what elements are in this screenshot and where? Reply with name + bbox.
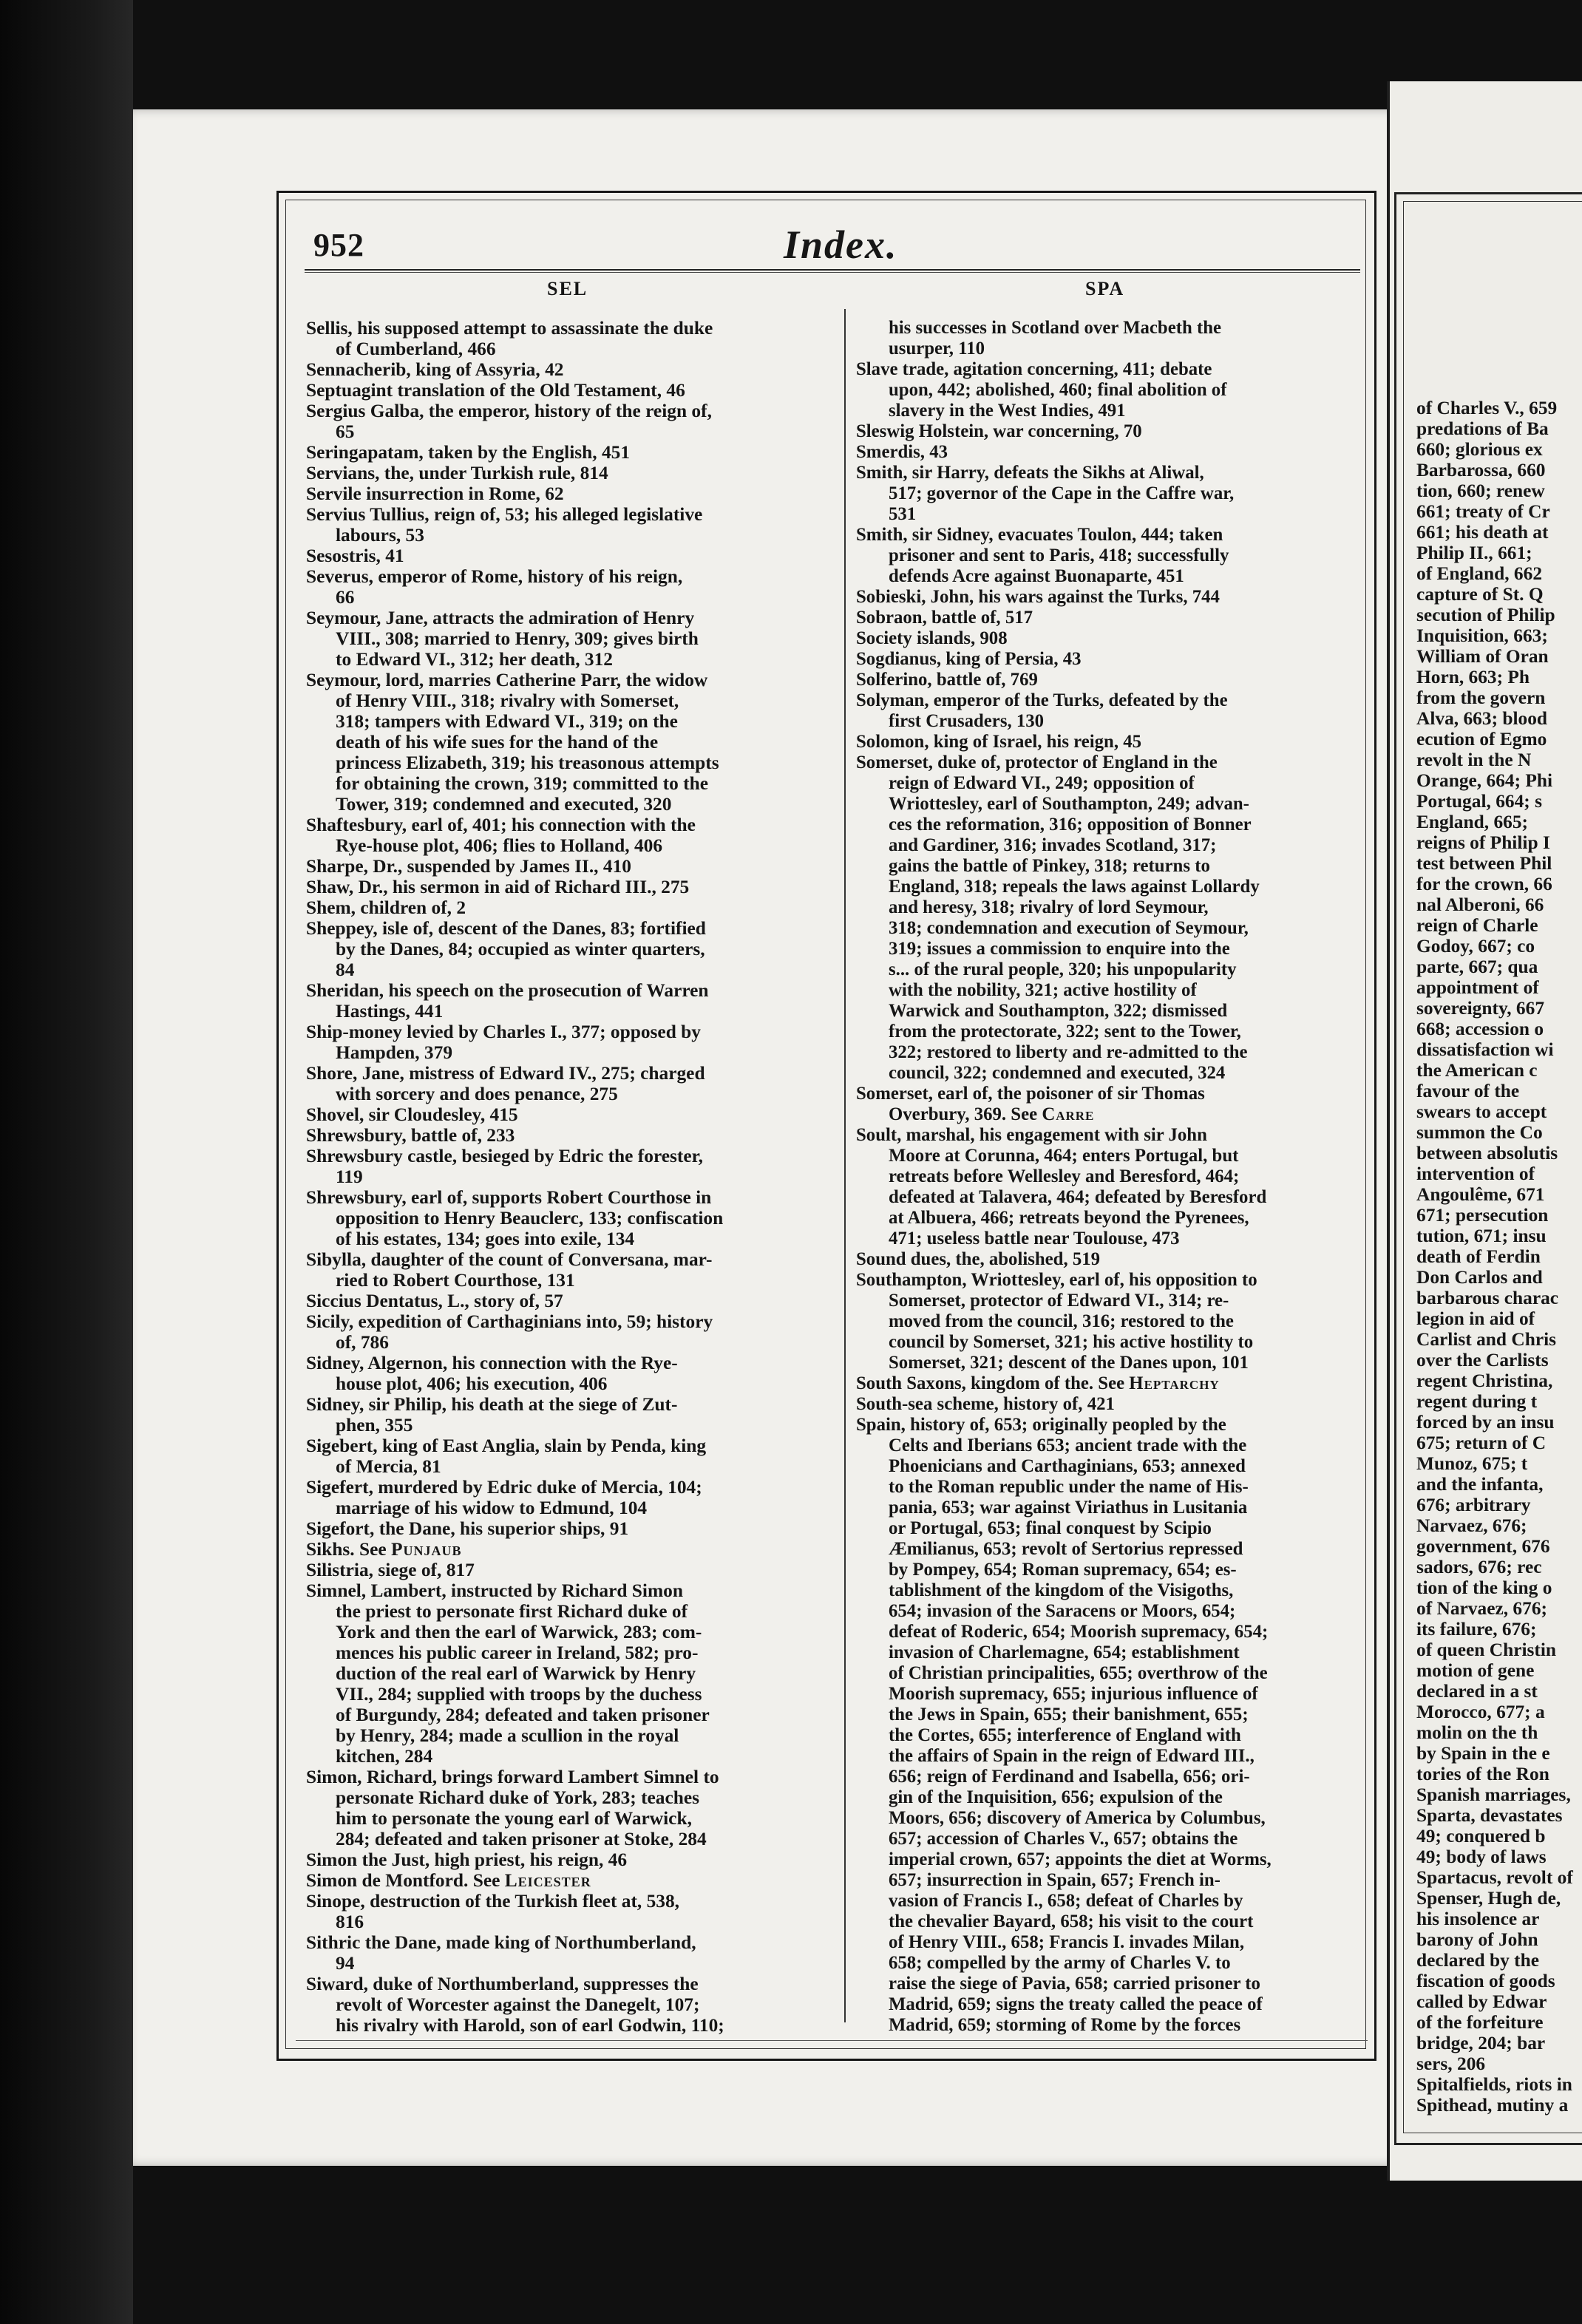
adjacent-page-line: predations of Ba bbox=[1416, 418, 1549, 439]
adjacent-page-line: 668; accession o bbox=[1416, 1019, 1544, 1039]
index-entry-continuation: Moorish supremacy, 655; injurious influence of bbox=[889, 1684, 1258, 1704]
index-entry: Shovel, sir Cloudesley, 415 bbox=[306, 1104, 518, 1125]
index-entry-continuation: 318; condemnation and execution of Seymour, bbox=[889, 918, 1249, 938]
index-entry-continuation: Madrid, 659; storming of Rome by the forces bbox=[889, 2015, 1241, 2035]
index-entry: Spain, history of, 653; originally peopled by the bbox=[856, 1415, 1226, 1435]
index-entry-continuation: by the Danes, 84; occupied as winter quarters, bbox=[336, 939, 705, 959]
index-entry: Simnel, Lambert, instructed by Richard Simon bbox=[306, 1580, 683, 1601]
adjacent-page-line: of Narvaez, 676; bbox=[1416, 1598, 1547, 1619]
adjacent-page-line: tories of the Ron bbox=[1416, 1764, 1549, 1784]
index-entry-continuation: with sorcery and does penance, 275 bbox=[336, 1084, 618, 1104]
index-entry: Servians, the, under Turkish rule, 814 bbox=[306, 463, 608, 483]
index-entry-continuation: of his estates, 134; goes into exile, 134 bbox=[336, 1229, 635, 1249]
adjacent-page-line: barony of John bbox=[1416, 1929, 1538, 1950]
index-entry-continuation: ces the reformation, 316; opposition of Bonner bbox=[889, 815, 1252, 835]
adjacent-page-line: 660; glorious ex bbox=[1416, 439, 1543, 460]
index-entry-continuation: 654; invasion of the Saracens or Moors, 654; bbox=[889, 1601, 1236, 1621]
index-entry-continuation: prisoner and sent to Paris, 418; successfully bbox=[889, 546, 1229, 565]
index-entry-continuation: 517; governor of the Cape in the Caffre war, bbox=[889, 483, 1235, 503]
index-entry: Sigefort, the Dane, his superior ships, 91 bbox=[306, 1518, 629, 1539]
index-entry-continuation: the chevalier Bayard, 658; his visit to the court bbox=[889, 1912, 1254, 1931]
index-entry-continuation: Somerset, protector of Edward VI., 314; re- bbox=[889, 1291, 1229, 1311]
adjacent-page-line: by Spain in the e bbox=[1416, 1743, 1550, 1764]
index-entry-continuation: 84 bbox=[336, 959, 355, 980]
index-entry: Sleswig Holstein, war concerning, 70 bbox=[856, 421, 1142, 441]
index-entry: Septuagint translation of the Old Testament, 46 bbox=[306, 380, 685, 401]
index-entry: Slave trade, agitation concerning, 411; debate bbox=[856, 359, 1212, 379]
index-entry-continuation: council by Somerset, 321; his active hostility to bbox=[889, 1332, 1254, 1352]
adjacent-page-line: Carlist and Chris bbox=[1416, 1329, 1557, 1350]
adjacent-page-line: summon the Co bbox=[1416, 1122, 1543, 1143]
index-entry: Sobieski, John, his wars against the Turks, 744 bbox=[856, 587, 1220, 607]
index-entry-continuation: usurper, 110 bbox=[889, 339, 985, 359]
index-entry: Sigefert, murdered by Edric duke of Mercia, 104; bbox=[306, 1477, 702, 1498]
index-entry-continuation: by Henry, 284; made a scullion in the royal bbox=[336, 1725, 679, 1746]
index-entry: Solferino, battle of, 769 bbox=[856, 670, 1038, 690]
adjacent-page-line: Alva, 663; blood bbox=[1416, 708, 1548, 729]
adjacent-page-line: 676; arbitrary bbox=[1416, 1495, 1531, 1515]
adjacent-page-line: Inquisition, 663; bbox=[1416, 625, 1548, 646]
adjacent-page-line: bridge, 204; bar bbox=[1416, 2033, 1546, 2053]
index-entry-continuation: phen, 355 bbox=[336, 1415, 413, 1435]
index-entry: Shaftesbury, earl of, 401; his connection with the bbox=[306, 815, 696, 835]
index-entry: South-sea scheme, history of, 421 bbox=[856, 1394, 1115, 1414]
index-entry-continuation: house plot, 406; his execution, 406 bbox=[336, 1373, 608, 1394]
index-entry-continuation: s... of the rural people, 320; his unpopularity bbox=[889, 959, 1237, 979]
index-entry-continuation: or Portugal, 653; final conquest by Scipio bbox=[889, 1518, 1212, 1538]
index-entry-continuation: upon, 442; abolished, 460; final abolition of bbox=[889, 380, 1227, 400]
adjacent-page-line: Portugal, 664; s bbox=[1416, 791, 1542, 812]
index-entry-continuation: of Henry VIII., 658; Francis I. invades Milan, bbox=[889, 1932, 1245, 1952]
index-entry-continuation: by Pompey, 654; Roman supremacy, 654; es- bbox=[889, 1560, 1237, 1580]
adjacent-page-line: molin on the th bbox=[1416, 1722, 1538, 1743]
adjacent-page-line: reigns of Philip I bbox=[1416, 832, 1550, 853]
index-entry-continuation: 658; compelled by the army of Charles V. to bbox=[889, 1953, 1231, 1973]
index-entry-continuation: 656; reign of Ferdinand and Isabella, 656; ori- bbox=[889, 1767, 1250, 1787]
index-entry: Sergius Galba, the emperor, history of the reign of, bbox=[306, 401, 712, 421]
index-entry: Severus, emperor of Rome, history of his reign, bbox=[306, 566, 683, 587]
adjacent-page-line: 675; return of C bbox=[1416, 1433, 1547, 1453]
adjacent-page-line: 49; body of laws bbox=[1416, 1846, 1547, 1867]
index-entry-continuation: duction of the real earl of Warwick by Henry bbox=[336, 1663, 696, 1684]
index-entry: Society islands, 908 bbox=[856, 628, 1008, 648]
adjacent-page-line: of the forfeiture bbox=[1416, 2012, 1544, 2033]
adjacent-page-line: government, 676 bbox=[1416, 1536, 1550, 1557]
adjacent-page-line: Horn, 663; Ph bbox=[1416, 667, 1530, 687]
index-entry: Shrewsbury castle, besieged by Edric the forester, bbox=[306, 1146, 703, 1166]
index-entry: Sibylla, daughter of the count of Conversana, mar- bbox=[306, 1249, 713, 1270]
index-entry-continuation: him to personate the young earl of Warwick, bbox=[336, 1808, 692, 1829]
index-entry-continuation: Madrid, 659; signs the treaty called the peace of bbox=[889, 1994, 1263, 2014]
adjacent-page-line: William of Oran bbox=[1416, 646, 1549, 667]
index-entry: Sinope, destruction of the Turkish fleet at, 538, bbox=[306, 1891, 680, 1912]
adjacent-page-line: sers, 206 bbox=[1416, 2053, 1486, 2074]
index-entry: Shrewsbury, earl of, supports Robert Courthose in bbox=[306, 1187, 712, 1208]
index-entry: Servile insurrection in Rome, 62 bbox=[306, 483, 564, 504]
adjacent-page-line: sadors, 676; rec bbox=[1416, 1557, 1542, 1577]
index-entry-continuation: princess Elizabeth, 319; his treasonous attempts bbox=[336, 752, 719, 773]
index-entry-continuation: gains the battle of Pinkey, 318; returns to bbox=[889, 856, 1210, 876]
adjacent-page-line: nal Alberoni, 66 bbox=[1416, 894, 1544, 915]
adjacent-page-line: between absolutis bbox=[1416, 1143, 1558, 1163]
index-entry: Sheridan, his speech on the prosecution of Warren bbox=[306, 980, 709, 1001]
index-entry-continuation: Hastings, 441 bbox=[336, 1001, 444, 1022]
index-entry-continuation: moved from the council, 316; restored to the bbox=[889, 1311, 1234, 1331]
adjacent-page-line: Philip II., 661; bbox=[1416, 543, 1532, 563]
adjacent-page-line: Spithead, mutiny a bbox=[1416, 2095, 1569, 2116]
page-bottom-rule bbox=[296, 2040, 1368, 2041]
index-entry-continuation: gin of the Inquisition, 656; expulsion of the bbox=[889, 1787, 1223, 1807]
index-entry-continuation: defeated at Talavera, 464; defeated by Beresford bbox=[889, 1187, 1267, 1207]
index-entry: South Saxons, kingdom of the. See Heptarchy bbox=[856, 1373, 1220, 1393]
header-rule bbox=[305, 269, 1360, 273]
adjacent-page-line: capture of St. Q bbox=[1416, 584, 1544, 605]
index-entry-continuation: Overbury, 369. See Carre bbox=[889, 1104, 1095, 1124]
index-entry-continuation: of Christian principalities, 655; overthrow of the bbox=[889, 1663, 1268, 1683]
index-entry: Shrewsbury, battle of, 233 bbox=[306, 1125, 515, 1146]
adjacent-page-line: over the Carlists bbox=[1416, 1350, 1549, 1370]
adjacent-page-line: Orange, 664; Phi bbox=[1416, 770, 1553, 791]
adjacent-page-line: Don Carlos and bbox=[1416, 1267, 1543, 1288]
index-entry-continuation: tablishment of the kingdom of the Visigoths, bbox=[889, 1580, 1234, 1600]
index-entry-continuation: 471; useless battle near Toulouse, 473 bbox=[889, 1229, 1180, 1248]
index-entry-continuation: of Mercia, 81 bbox=[336, 1456, 441, 1477]
index-entry-continuation: slavery in the West Indies, 491 bbox=[889, 401, 1126, 421]
index-entry-continuation: VIII., 308; married to Henry, 309; gives birth bbox=[336, 628, 699, 649]
index-column-left bbox=[306, 318, 841, 2036]
index-entry: Shore, Jane, mistress of Edward IV., 275; charged bbox=[306, 1063, 705, 1084]
adjacent-page-line: tion of the king o bbox=[1416, 1577, 1552, 1598]
index-entry-continuation: imperial crown, 657; appoints the diet at Worms, bbox=[889, 1849, 1272, 1869]
index-entry-continuation: Hampden, 379 bbox=[336, 1042, 453, 1063]
index-entry-continuation: 318; tampers with Edward VI., 319; on the bbox=[336, 711, 678, 732]
adjacent-page-text bbox=[1416, 398, 1582, 2116]
adjacent-page-line: 661; his death at bbox=[1416, 522, 1549, 543]
index-entry-continuation: with the nobility, 321; active hostility of bbox=[889, 980, 1197, 1000]
index-entry: Sound dues, the, abolished, 519 bbox=[856, 1249, 1101, 1269]
adjacent-page-line: secution of Philip bbox=[1416, 605, 1555, 625]
index-entry-continuation: Moors, 656; discovery of America by Columbus, bbox=[889, 1808, 1266, 1828]
index-entry-continuation: first Crusaders, 130 bbox=[889, 711, 1045, 731]
adjacent-page-line: Narvaez, 676; bbox=[1416, 1515, 1527, 1536]
adjacent-page-line: Angoulême, 671 bbox=[1416, 1184, 1545, 1205]
adjacent-page-line: for the crown, 66 bbox=[1416, 874, 1552, 894]
adjacent-page-line: tion, 660; renew bbox=[1416, 480, 1545, 501]
index-entry-continuation: 65 bbox=[336, 421, 355, 442]
adjacent-page-line: swears to accept bbox=[1416, 1101, 1547, 1122]
adjacent-page-line: parte, 667; qua bbox=[1416, 957, 1538, 977]
adjacent-page-line: 661; treaty of Cr bbox=[1416, 501, 1550, 522]
index-entry-continuation: Phoenicians and Carthaginians, 653; annexed bbox=[889, 1456, 1246, 1476]
index-entry-continuation: retreats before Wellesley and Beresford, 464; bbox=[889, 1166, 1240, 1186]
index-entry-continuation: for obtaining the crown, 319; committed to the bbox=[336, 773, 708, 794]
adjacent-page-line: legion in aid of bbox=[1416, 1308, 1535, 1329]
index-entry-continuation: Æmilianus, 653; revolt of Sertorius repressed bbox=[889, 1539, 1243, 1559]
adjacent-page-line: his insolence ar bbox=[1416, 1909, 1540, 1929]
adjacent-page-line: the American c bbox=[1416, 1060, 1538, 1081]
index-entry: Sidney, Algernon, his connection with the Rye- bbox=[306, 1353, 678, 1373]
adjacent-page-line: regent during t bbox=[1416, 1391, 1538, 1412]
index-entry-continuation: 531 bbox=[889, 504, 917, 524]
index-entry-continuation: 816 bbox=[336, 1912, 364, 1932]
adjacent-page-line: dissatisfaction wi bbox=[1416, 1039, 1554, 1060]
index-entry-continuation: marriage of his widow to Edmund, 104 bbox=[336, 1498, 648, 1518]
adjacent-page-line: Sparta, devastates bbox=[1416, 1805, 1563, 1826]
index-entry: Ship-money levied by Charles I., 377; opposed by bbox=[306, 1022, 701, 1042]
index-entry-continuation: Warwick and Southampton, 322; dismissed bbox=[889, 1001, 1228, 1021]
adjacent-page-line: Barbarossa, 660 bbox=[1416, 460, 1546, 480]
adjacent-page-line: barbarous charac bbox=[1416, 1288, 1559, 1308]
index-entry: Smith, sir Sidney, evacuates Toulon, 444; taken bbox=[856, 525, 1223, 545]
index-entry-continuation: mences his public career in Ireland, 582; pro- bbox=[336, 1642, 699, 1663]
adjacent-page-line: Godoy, 667; co bbox=[1416, 936, 1535, 957]
index-entry: Shem, children of, 2 bbox=[306, 897, 466, 918]
scan-dark-margin bbox=[0, 0, 133, 2324]
index-entry: Smerdis, 43 bbox=[856, 442, 948, 462]
adjacent-page-line: appointment of bbox=[1416, 977, 1539, 998]
index-entry-continuation: vasion of Francis I., 658; defeat of Charles by bbox=[889, 1891, 1243, 1911]
adjacent-page-line: regent Christina, bbox=[1416, 1370, 1553, 1391]
index-entry-continuation: raise the siege of Pavia, 658; carried prisoner to bbox=[889, 1974, 1260, 1994]
index-entry: Simon de Montford. See Leicester bbox=[306, 1870, 591, 1891]
index-entry-continuation: and heresy, 318; rivalry of lord Seymour, bbox=[889, 897, 1209, 917]
adjacent-page-line: revolt in the N bbox=[1416, 750, 1532, 770]
adjacent-page-line: sovereignty, 667 bbox=[1416, 998, 1545, 1019]
index-entry-continuation: labours, 53 bbox=[336, 525, 424, 546]
right-column-head: SPA bbox=[1085, 278, 1125, 299]
index-entry: Sikhs. See Punjaub bbox=[306, 1539, 462, 1560]
adjacent-page-line: test between Phil bbox=[1416, 853, 1552, 874]
index-entry-continuation: the Jews in Spain, 655; their banishment, 655; bbox=[889, 1705, 1249, 1725]
index-entry: Solyman, emperor of the Turks, defeated by the bbox=[856, 690, 1228, 710]
index-entry: Simon the Just, high priest, his reign, 46 bbox=[306, 1849, 628, 1870]
index-entry-continuation: 284; defeated and taken prisoner at Stoke, 284 bbox=[336, 1829, 707, 1849]
adjacent-page-line: death of Ferdin bbox=[1416, 1246, 1541, 1267]
index-entry: Sennacherib, king of Assyria, 42 bbox=[306, 359, 564, 380]
adjacent-page-line: of Charles V., 659 bbox=[1416, 398, 1558, 418]
index-entry: Sheppey, isle of, descent of the Danes, 83; fortified bbox=[306, 918, 706, 939]
index-entry-continuation: pania, 653; war against Viriathus in Lusitania bbox=[889, 1498, 1248, 1518]
index-entry: Sellis, his supposed attempt to assassinate the duke bbox=[306, 318, 713, 339]
adjacent-page-line: and the infanta, bbox=[1416, 1474, 1544, 1495]
index-entry-continuation: and Gardiner, 316; invades Scotland, 317; bbox=[889, 835, 1217, 855]
index-entry-continuation: Wriottesley, earl of Southampton, 249; advan- bbox=[889, 794, 1249, 814]
index-entry: Shaw, Dr., his sermon in aid of Richard III., 275 bbox=[306, 877, 690, 897]
adjacent-page-fragment bbox=[1387, 81, 1582, 2181]
index-entry: Siward, duke of Northumberland, suppresses the bbox=[306, 1974, 699, 1994]
index-entry-continuation: from the protectorate, 322; sent to the Tower, bbox=[889, 1022, 1241, 1042]
index-entry-continuation: kitchen, 284 bbox=[336, 1746, 433, 1767]
adjacent-page-line: ecution of Egmo bbox=[1416, 729, 1547, 750]
adjacent-page-line: called by Edwar bbox=[1416, 1991, 1547, 2012]
index-entry-continuation: York and then the earl of Warwick, 283; com- bbox=[336, 1622, 702, 1642]
index-entry-continuation: 66 bbox=[336, 587, 355, 608]
page-number: 952 bbox=[313, 227, 364, 263]
adjacent-page-line: favour of the bbox=[1416, 1081, 1520, 1101]
index-entry-continuation: ried to Robert Courthose, 131 bbox=[336, 1270, 575, 1291]
index-entry-continuation: the affairs of Spain in the reign of Edward III., bbox=[889, 1746, 1255, 1766]
adjacent-page-line: declared by the bbox=[1416, 1950, 1539, 1971]
index-entry-continuation: Rye-house plot, 406; flies to Holland, 406 bbox=[336, 835, 663, 856]
adjacent-page-line: declared in a st bbox=[1416, 1681, 1538, 1702]
adjacent-page-line: motion of gene bbox=[1416, 1660, 1535, 1681]
index-entry-continuation: personate Richard duke of York, 283; teaches bbox=[336, 1787, 700, 1808]
adjacent-page-line: intervention of bbox=[1416, 1163, 1535, 1184]
index-entry: Southampton, Wriottesley, earl of, his opposition to bbox=[856, 1270, 1257, 1290]
index-entry-continuation: 657; insurrection in Spain, 657; French in- bbox=[889, 1870, 1221, 1890]
index-entry-continuation: Moore at Corunna, 464; enters Portugal, but bbox=[889, 1146, 1239, 1166]
index-entry-continuation: invasion of Charlemagne, 654; establishment bbox=[889, 1642, 1240, 1662]
index-entry: Simon, Richard, brings forward Lambert Simnel to bbox=[306, 1767, 719, 1787]
adjacent-page-line: 49; conquered b bbox=[1416, 1826, 1546, 1846]
index-entry-continuation: his successes in Scotland over Macbeth the bbox=[889, 318, 1222, 338]
index-entry: Seringapatam, taken by the English, 451 bbox=[306, 442, 631, 463]
index-entry: Somerset, earl of, the poisoner of sir Thomas bbox=[856, 1084, 1205, 1104]
index-entry: Seymour, Jane, attracts the admiration of Henry bbox=[306, 608, 695, 628]
index-entry-continuation: Tower, 319; condemned and executed, 320 bbox=[336, 794, 672, 815]
index-entry: Somerset, duke of, protector of England in the bbox=[856, 752, 1218, 772]
index-column-right bbox=[856, 318, 1391, 2036]
index-entry: Sidney, sir Philip, his death at the siege of Zut- bbox=[306, 1394, 678, 1415]
index-entry-continuation: 657; accession of Charles V., 657; obtains the bbox=[889, 1829, 1238, 1849]
index-entry-continuation: to the Roman republic under the name of His- bbox=[889, 1477, 1249, 1497]
adjacent-page-line: fiscation of goods bbox=[1416, 1971, 1555, 1991]
index-entry-continuation: revolt of Worcester against the Danegelt, 107; bbox=[336, 1994, 700, 2015]
adjacent-page-line: tution, 671; insu bbox=[1416, 1226, 1547, 1246]
index-entry-continuation: 94 bbox=[336, 1953, 355, 1974]
index-entry-continuation: opposition to Henry Beauclerc, 133; confiscation bbox=[336, 1208, 724, 1229]
index-entry: Solomon, king of Israel, his reign, 45 bbox=[856, 732, 1142, 752]
index-entry: Sesostris, 41 bbox=[306, 546, 404, 566]
adjacent-page-line: 671; persecution bbox=[1416, 1205, 1549, 1226]
index-entry-continuation: of Henry VIII., 318; rivalry with Somerset, bbox=[336, 690, 679, 711]
adjacent-page-line: reign of Charle bbox=[1416, 915, 1538, 936]
adjacent-page-line: from the govern bbox=[1416, 687, 1546, 708]
index-entry-continuation: VII., 284; supplied with troops by the duchess bbox=[336, 1684, 702, 1705]
index-entry-continuation: defeat of Roderic, 654; Moorish supremacy, 654; bbox=[889, 1622, 1269, 1642]
index-entry-continuation: to Edward VI., 312; her death, 312 bbox=[336, 649, 614, 670]
index-entry-continuation: Celts and Iberians 653; ancient trade with the bbox=[889, 1435, 1247, 1455]
index-entry-continuation: of Cumberland, 466 bbox=[336, 339, 496, 359]
index-entry-continuation: 322; restored to liberty and re-admitted to the bbox=[889, 1042, 1248, 1062]
index-entry-continuation: Somerset, 321; descent of the Danes upon, 101 bbox=[889, 1353, 1249, 1373]
adjacent-page-line: Spartacus, revolt of bbox=[1416, 1867, 1573, 1888]
index-entry-continuation: 319; issues a commission to enquire into the bbox=[889, 939, 1230, 959]
index-entry: Sicily, expedition of Carthaginians into, 59; history bbox=[306, 1311, 713, 1332]
index-entry-continuation: defends Acre against Buonaparte, 451 bbox=[889, 566, 1184, 586]
index-entry-continuation: England, 318; repeals the laws against Lollardy bbox=[889, 877, 1260, 897]
index-entry: Sharpe, Dr., suspended by James II., 410 bbox=[306, 856, 631, 877]
index-entry-continuation: 119 bbox=[336, 1166, 363, 1187]
index-entry-continuation: the priest to personate first Richard duke of bbox=[336, 1601, 688, 1622]
adjacent-page-line: Spitalfields, riots in bbox=[1416, 2074, 1572, 2095]
index-entry-continuation: at Albuera, 466; retreats beyond the Pyrenees, bbox=[889, 1208, 1249, 1228]
index-entry: Sigebert, king of East Anglia, slain by Penda, king bbox=[306, 1435, 707, 1456]
index-entry: Sogdianus, king of Persia, 43 bbox=[856, 649, 1082, 669]
index-entry-continuation: death of his wife sues for the hand of the bbox=[336, 732, 659, 752]
adjacent-page-line: Munoz, 675; t bbox=[1416, 1453, 1528, 1474]
index-entry: Siccius Dentatus, L., story of, 57 bbox=[306, 1291, 563, 1311]
index-entry: Sobraon, battle of, 517 bbox=[856, 608, 1033, 628]
adjacent-page-line: Morocco, 677; a bbox=[1416, 1702, 1545, 1722]
index-entry: Servius Tullius, reign of, 53; his alleged legislative bbox=[306, 504, 703, 525]
index-entry-continuation: of Burgundy, 284; defeated and taken prisoner bbox=[336, 1705, 710, 1725]
adjacent-page-line: forced by an insu bbox=[1416, 1412, 1555, 1433]
running-title: Index. bbox=[784, 222, 898, 267]
index-entry-continuation: of, 786 bbox=[336, 1332, 389, 1353]
index-entry-continuation: his rivalry with Harold, son of earl Godwin, 110; bbox=[336, 2015, 724, 2036]
index-entry: Silistria, siege of, 817 bbox=[306, 1560, 475, 1580]
index-entry-continuation: reign of Edward VI., 249; opposition of bbox=[889, 773, 1195, 793]
index-entry: Sithric the Dane, made king of Northumberland, bbox=[306, 1932, 696, 1953]
index-entry: Smith, sir Harry, defeats the Sikhs at Aliwal, bbox=[856, 463, 1204, 483]
adjacent-page-line: of queen Christin bbox=[1416, 1640, 1557, 1660]
adjacent-page-line: its failure, 676; bbox=[1416, 1619, 1537, 1640]
index-entry: Soult, marshal, his engagement with sir John bbox=[856, 1125, 1207, 1145]
column-divider bbox=[844, 309, 846, 2022]
adjacent-page-line: Spenser, Hugh de, bbox=[1416, 1888, 1561, 1909]
adjacent-page-line: England, 665; bbox=[1416, 812, 1528, 832]
index-entry-continuation: the Cortes, 655; interference of England with bbox=[889, 1725, 1241, 1745]
index-entry: Seymour, lord, marries Catherine Parr, the widow bbox=[306, 670, 708, 690]
adjacent-page-line: of England, 662 bbox=[1416, 563, 1543, 584]
left-column-head: SEL bbox=[547, 278, 588, 299]
adjacent-page-line: Spanish marriages, bbox=[1416, 1784, 1571, 1805]
index-entry-continuation: council, 322; condemned and executed, 324 bbox=[889, 1063, 1226, 1083]
